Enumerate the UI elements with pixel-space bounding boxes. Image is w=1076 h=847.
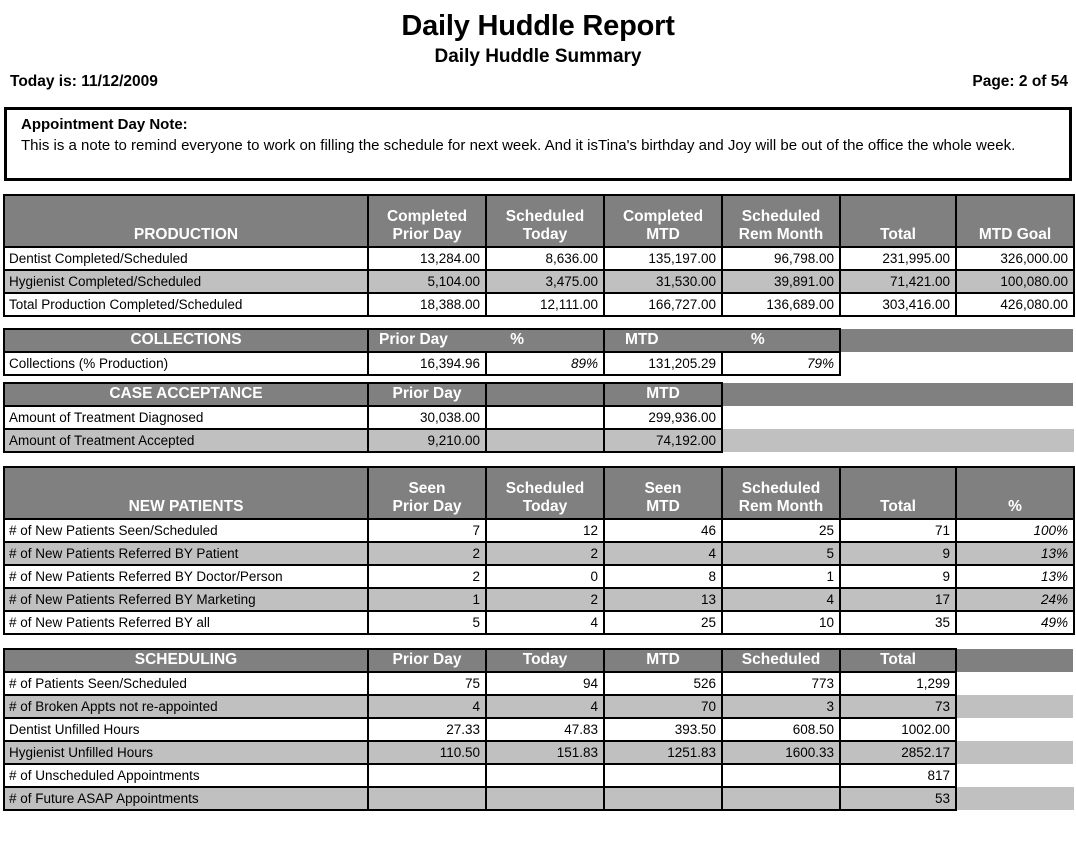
table-row [4,718,1074,741]
collections-header-row [4,329,1074,352]
cell-value: 608.50 [722,718,840,741]
cell-value: 135,197.00 [604,247,722,270]
new-patients-col-scheduled-rem-month: Scheduled Rem Month [722,467,840,519]
cell-value: 3,475.00 [486,270,604,293]
cell-value [486,764,604,787]
scheduling-filler [956,764,1074,787]
cell-value [486,787,604,810]
row-label: # of Future ASAP Appointments [4,787,368,810]
cell-value: 46 [604,519,722,542]
cell-value: 817 [840,764,956,787]
case-acceptance-col-blank [486,383,604,406]
cell-value [604,764,722,787]
table-row [4,611,1074,634]
case-acceptance-header-row [4,383,1074,406]
scheduling-table [3,648,1075,811]
scheduling-filler [956,741,1074,764]
appointment-day-note-title: Appointment Day Note: [21,116,188,133]
cell-value [486,406,604,429]
cell-value: 131,205.29 [604,352,722,375]
cell-value: 39,891.00 [722,270,840,293]
new-patients-col-percent: % [956,467,1074,519]
case-acceptance-section-label: CASE ACCEPTANCE [4,383,368,406]
cell-value [722,764,840,787]
cell-value: 4 [486,695,604,718]
cell-value: 1 [368,588,486,611]
cell-value: 13% [956,565,1074,588]
cell-value: 7 [368,519,486,542]
row-label: # of New Patients Seen/Scheduled [4,519,368,542]
table-row [4,588,1074,611]
cell-value: 1002.00 [840,718,956,741]
cell-value: 31,530.00 [604,270,722,293]
page-title: Daily Huddle Report [401,10,675,42]
scheduling-col-prior-day: Prior Day [368,649,486,672]
cell-value: 303,416.00 [840,293,956,316]
scheduling-col-total: Total [840,649,956,672]
cell-value: 49% [956,611,1074,634]
cell-value: 13% [956,542,1074,565]
scheduling-filler [956,672,1074,695]
table-row [4,293,1074,316]
cell-value: 1251.83 [604,741,722,764]
row-label: # of Patients Seen/Scheduled [4,672,368,695]
cell-value [722,787,840,810]
cell-value: 4 [604,542,722,565]
scheduling-header-row [4,649,1074,672]
row-label: Total Production Completed/Scheduled [4,293,368,316]
cell-value: 30,038.00 [368,406,486,429]
table-row [4,270,1074,293]
cell-value [368,764,486,787]
cell-value: 5 [368,611,486,634]
row-label: # of New Patients Referred BY Patient [4,542,368,565]
table-row [4,741,1074,764]
cell-value: 100% [956,519,1074,542]
table-row [4,542,1074,565]
new-patients-col-seen-prior-day: Seen Prior Day [368,467,486,519]
production-header-row [4,195,1074,247]
cell-value: 18,388.00 [368,293,486,316]
production-col-completed-mtd: Completed MTD [604,195,722,247]
collections-col-mtd: MTD % [604,329,840,352]
collections-col-prior-day: Prior Day % [368,329,604,352]
cell-value: 53 [840,787,956,810]
cell-value: 17 [840,588,956,611]
cell-value: 8 [604,565,722,588]
table-row [4,764,1074,787]
cell-value: 299,936.00 [604,406,722,429]
cell-value: 24% [956,588,1074,611]
scheduling-filler [956,718,1074,741]
scheduling-filler [956,787,1074,810]
row-label: # of Unscheduled Appointments [4,764,368,787]
cell-value: 71,421.00 [840,270,956,293]
cell-value: 166,727.00 [604,293,722,316]
appointment-day-note-body: This is a note to remind everyone to work on filling the schedule for next week. And it isTina's birthday and Joy will be out of the office the whole week. [21,137,1016,154]
report-meta [0,73,1076,99]
collections-filler [840,329,1074,352]
case-acceptance-filler [722,406,1074,429]
cell-value: 1 [722,565,840,588]
report-page [0,8,1076,847]
case-acceptance-filler [722,429,1074,452]
scheduling-filler [956,649,1074,672]
cell-value: 5 [722,542,840,565]
collections-section-label: COLLECTIONS [4,329,368,352]
cell-value: 5,104.00 [368,270,486,293]
cell-value: 12 [486,519,604,542]
production-col-completed-prior-day: Completed Prior Day [368,195,486,247]
cell-value: 16,394.96 [368,352,486,375]
cell-value [368,787,486,810]
scheduling-col-today: Today [486,649,604,672]
cell-value: 71 [840,519,956,542]
new-patients-col-seen-mtd: Seen MTD [604,467,722,519]
row-label: # of Broken Appts not re-appointed [4,695,368,718]
cell-value: 47.83 [486,718,604,741]
row-label: # of New Patients Referred BY Marketing [4,588,368,611]
cell-value: 8,636.00 [486,247,604,270]
table-row [4,519,1074,542]
cell-value: 4 [722,588,840,611]
cell-value: 526 [604,672,722,695]
cell-value: 2 [486,588,604,611]
table-row [4,406,1074,429]
appointment-day-note-box [4,107,1072,181]
cell-value: 27.33 [368,718,486,741]
case-acceptance-col-mtd: MTD [604,383,722,406]
cell-value: 9 [840,542,956,565]
cell-value [486,429,604,452]
collections-table [3,328,1075,376]
production-col-mtd-goal: MTD Goal [956,195,1074,247]
table-row [4,352,1074,375]
cell-value: 25 [722,519,840,542]
table-row [4,429,1074,452]
row-label: Hygienist Completed/Scheduled [4,270,368,293]
production-col-scheduled-today: Scheduled Today [486,195,604,247]
cell-value: 151.83 [486,741,604,764]
cell-value: 100,080.00 [956,270,1074,293]
cell-value: 10 [722,611,840,634]
new-patients-col-scheduled-today: Scheduled Today [486,467,604,519]
production-section-label: PRODUCTION [4,195,368,247]
row-label: Collections (% Production) [4,352,368,375]
cell-value: 13 [604,588,722,611]
cell-value: 4 [368,695,486,718]
cell-value: 2 [368,565,486,588]
new-patients-section-label: NEW PATIENTS [4,467,368,519]
scheduling-col-scheduled: Scheduled [722,649,840,672]
cell-value: 25 [604,611,722,634]
row-label: # of New Patients Referred BY Doctor/Person [4,565,368,588]
cell-value: 4 [486,611,604,634]
case-acceptance-filler [722,383,1074,406]
row-label: # of New Patients Referred BY all [4,611,368,634]
production-table [3,194,1075,317]
row-label: Amount of Treatment Diagnosed [4,406,368,429]
row-label: Hygienist Unfilled Hours [4,741,368,764]
case-acceptance-table [3,382,1075,453]
scheduling-filler [956,695,1074,718]
cell-value: 35 [840,611,956,634]
cell-value: 12,111.00 [486,293,604,316]
table-row [4,247,1074,270]
table-row [4,695,1074,718]
cell-value: 96,798.00 [722,247,840,270]
cell-value: 74,192.00 [604,429,722,452]
production-col-scheduled-rem-month: Scheduled Rem Month [722,195,840,247]
cell-value: 1600.33 [722,741,840,764]
collections-filler [840,352,1074,375]
cell-value: 231,995.00 [840,247,956,270]
new-patients-col-total: Total [840,467,956,519]
cell-value: 79% [722,352,840,375]
table-row [4,672,1074,695]
table-row [4,565,1074,588]
cell-value: 136,689.00 [722,293,840,316]
production-col-total: Total [840,195,956,247]
today-date-label: Today is: 11/12/2009 [10,73,158,90]
cell-value: 2852.17 [840,741,956,764]
cell-value: 9 [840,565,956,588]
scheduling-col-mtd: MTD [604,649,722,672]
page-subtitle: Daily Huddle Summary [434,46,642,67]
cell-value: 89% [486,352,604,375]
row-label: Dentist Unfilled Hours [4,718,368,741]
new-patients-header-row [4,467,1074,519]
cell-value: 73 [840,695,956,718]
cell-value: 75 [368,672,486,695]
cell-value [604,787,722,810]
cell-value: 0 [486,565,604,588]
cell-value: 2 [486,542,604,565]
cell-value: 1,299 [840,672,956,695]
cell-value: 393.50 [604,718,722,741]
row-label: Dentist Completed/Scheduled [4,247,368,270]
cell-value: 326,000.00 [956,247,1074,270]
cell-value: 2 [368,542,486,565]
cell-value: 70 [604,695,722,718]
case-acceptance-col-prior-day: Prior Day [368,383,486,406]
page-number-label: Page: 2 of 54 [972,73,1068,90]
cell-value: 94 [486,672,604,695]
cell-value: 773 [722,672,840,695]
scheduling-section-label: SCHEDULING [4,649,368,672]
cell-value: 110.50 [368,741,486,764]
cell-value: 3 [722,695,840,718]
new-patients-table [3,466,1075,635]
cell-value: 13,284.00 [368,247,486,270]
cell-value: 9,210.00 [368,429,486,452]
cell-value: 426,080.00 [956,293,1074,316]
row-label: Amount of Treatment Accepted [4,429,368,452]
table-row [4,787,1074,810]
